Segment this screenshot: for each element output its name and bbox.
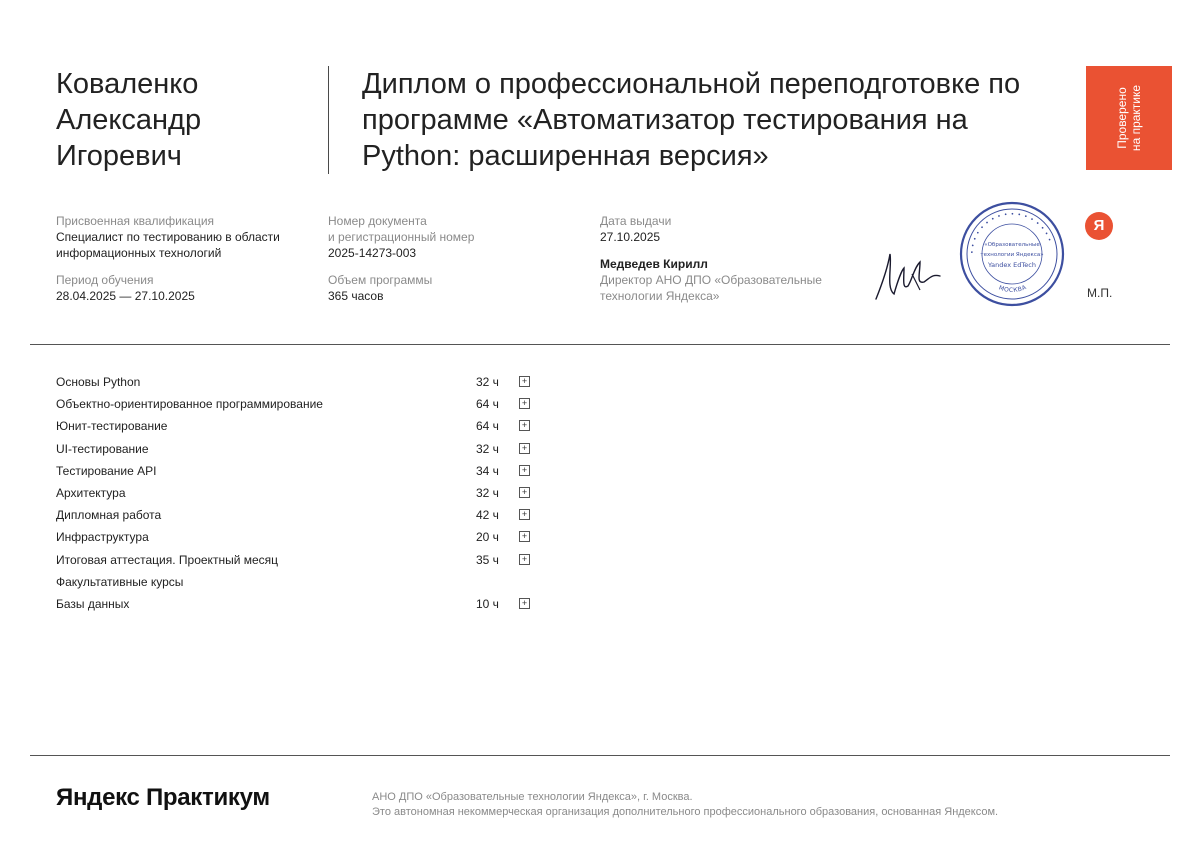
course-name: Объектно-ориентированное программирование [56,397,323,412]
course-name: Архитектура [56,485,126,500]
plus-box-icon: + [519,443,530,454]
course-row [56,550,536,572]
qualification-label: Присвоенная квалификация [56,214,215,228]
plus-box-icon: + [519,598,530,609]
document-number-value: 2025-14273-003 [328,246,417,260]
course-row [56,505,536,527]
course-name: Факультативные курсы [56,574,184,589]
period-value: 28.04.2025 — 27.10.2025 [56,289,195,303]
volume-value: 365 часов [328,289,384,303]
course-hours: 64 ч [476,419,499,434]
course-name: Юнит-тестирование [56,419,168,434]
course-row [56,594,536,616]
course-row [56,572,536,594]
course-name: Инфраструктура [56,530,149,545]
course-row [56,416,536,438]
signer-name: Медведев Кирилл [600,257,708,271]
plus-box-icon: + [519,509,530,520]
bottom-divider [30,755,1170,756]
signer-title: Директор АНО ДПО «Образовательные технологии Яндекса» [600,273,822,303]
footer-text: АНО ДПО «Образовательные технологии Яндекса», г. Москва. Это автономная некоммерческая организация дополнительного профессионального образования, основанная Яндексом. [372,791,999,818]
signature-image [868,244,948,314]
header-divider [328,66,329,174]
course-row [56,461,536,483]
stamp-place-label: М.П. [1087,286,1113,300]
footer-logo: Яндекс Практикум [56,784,270,811]
course-name: Дипломная работа [56,508,162,523]
plus-box-icon: + [519,554,530,565]
course-hours: 32 ч [476,441,499,456]
svg-text:МОСКВА [998,284,1029,294]
course-hours: 34 ч [476,463,499,478]
stamp-inner-line-3: Yandex EdTech [988,261,1036,269]
document-number-label: Номер документа и регистрационный номер [328,214,475,244]
svg-text:• • • • • • • • • • • • • • •: • • • • • • • • • • • • • • • • • [968,210,1053,255]
course-name: Итоговая аттестация. Проектный месяц [56,552,279,567]
course-row [56,527,536,549]
plus-box-icon: + [519,487,530,498]
qualification-value: Специалист по тестированию в области информационных технологий [56,230,280,260]
course-list [56,372,536,616]
course-hours: 10 ч [476,596,499,611]
stamp-bottom-text: МОСКВА [997,283,1028,295]
volume-label: Объем программы [328,273,433,287]
course-row [56,394,536,416]
course-hours: 32 ч [476,375,499,389]
course-hours: 35 ч [476,552,499,567]
issue-date-value: 27.10.2025 [600,230,661,244]
course-row [56,372,536,394]
period-label: Период обучения [56,273,154,287]
yandex-logo-icon: Я [1085,212,1113,240]
verified-badge-label: Проверено на практике [1115,84,1143,152]
verified-badge [1086,66,1172,170]
course-name: UI-тестирование [56,441,149,456]
course-name: Тестирование API [56,463,157,478]
student-name: Коваленко Александр Игоревич [56,68,202,172]
top-divider [30,344,1170,345]
course-name: Основы Python [56,375,141,389]
course-hours: 64 ч [476,397,499,412]
course-row [56,483,536,505]
course-name: Базы данных [56,596,130,611]
course-hours: 42 ч [476,508,499,523]
issue-date-label: Дата выдачи [600,214,672,228]
plus-box-icon: + [519,376,530,387]
plus-box-icon: + [519,465,530,476]
course-hours: 32 ч [476,485,499,500]
plus-box-icon: + [519,531,530,542]
stamp-inner-line-1: «Образовательные [984,242,1040,248]
official-stamp [958,200,1066,308]
plus-box-icon: + [519,420,530,431]
diploma-title: Диплом о профессиональной переподготовке по программе «Автоматизатор тестирования на Python: расширенная версия» [362,68,1021,172]
plus-box-icon: + [519,398,530,409]
stamp-inner-line-2: технологии Яндекса» [980,252,1044,258]
course-hours: 20 ч [476,530,499,545]
course-row [56,439,536,461]
